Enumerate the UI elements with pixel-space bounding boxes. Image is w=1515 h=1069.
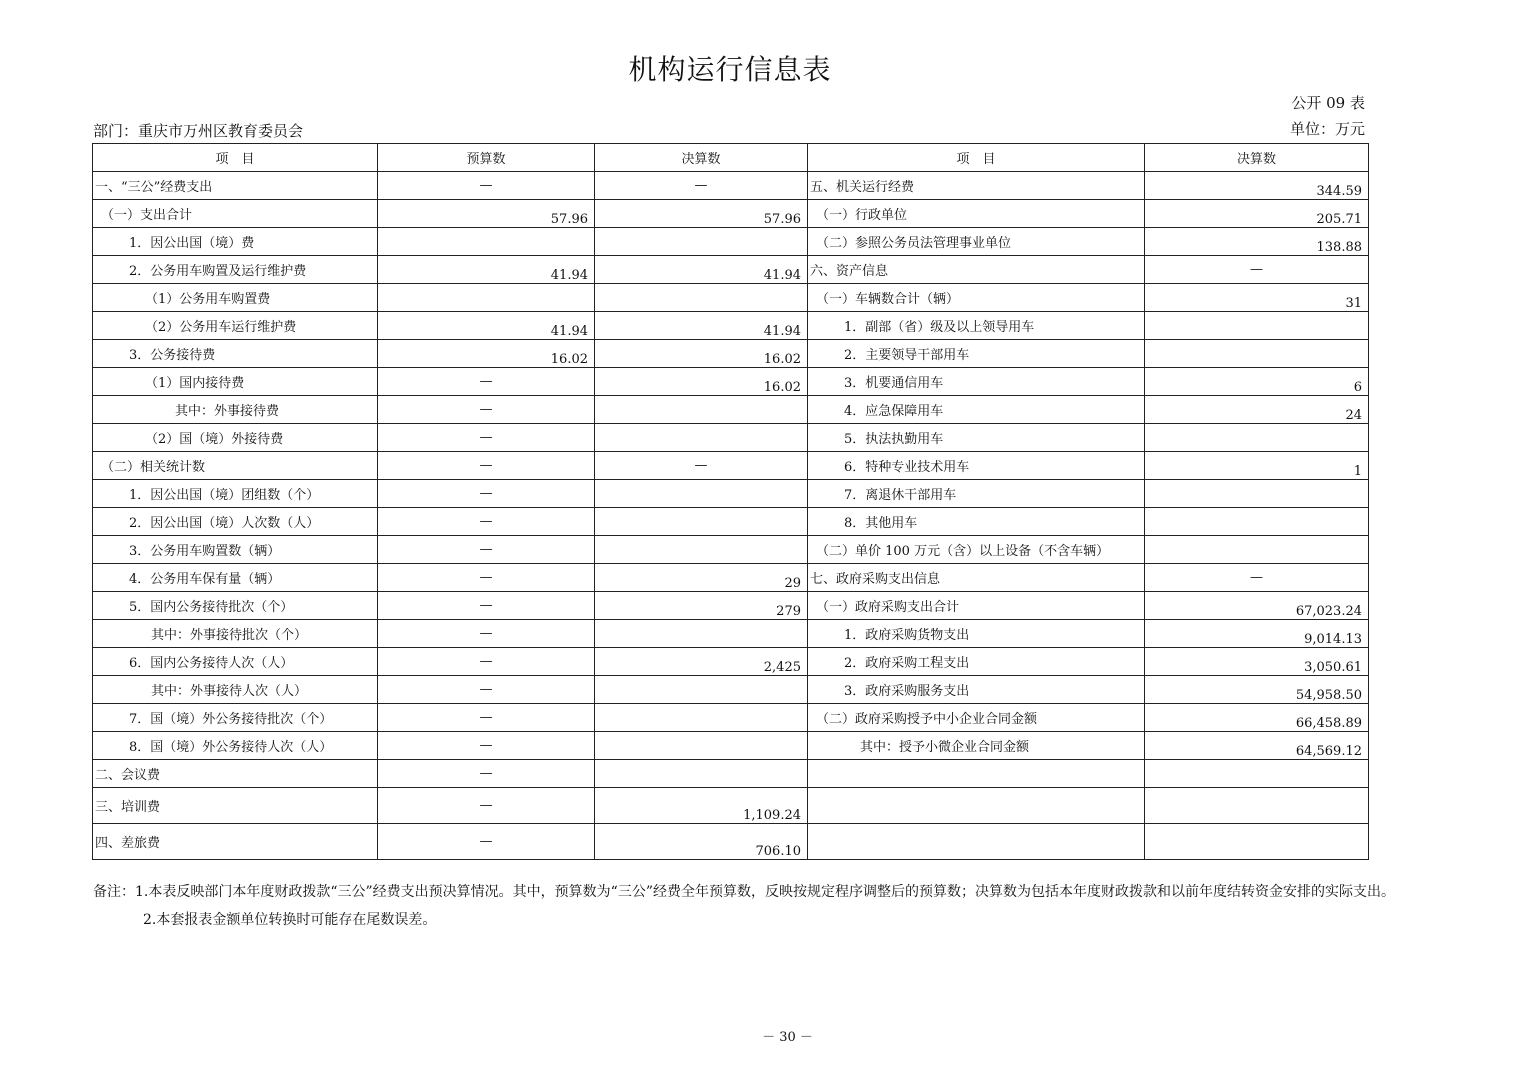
row-final-left: 279 — [595, 592, 808, 620]
table-row — [93, 648, 1369, 676]
row-item-left: 7．国（境）外公务接待批次（个） — [93, 704, 378, 732]
row-item-right: 4．应急保障用车 — [808, 396, 1145, 424]
row-item-right: （二）政府采购授予中小企业合同金额 — [808, 704, 1145, 732]
row-final-left — [595, 732, 808, 760]
row-budget: — — [378, 368, 595, 396]
row-final-right: 138.88 — [1145, 228, 1369, 256]
table-row — [93, 284, 1369, 312]
table-code: 公开 09 表 — [1291, 94, 1365, 112]
table-row — [93, 760, 1369, 788]
table-row — [93, 620, 1369, 648]
row-item-right: 7．离退休干部用车 — [808, 480, 1145, 508]
row-budget: — — [378, 172, 595, 200]
row-final-left: 16.02 — [595, 340, 808, 368]
row-final-left: 41.94 — [595, 312, 808, 340]
row-final-left — [595, 536, 808, 564]
row-item-left: （2）国（境）外接待费 — [93, 424, 378, 452]
row-item-left: 1．因公出国（境）费 — [93, 228, 378, 256]
table-row — [93, 732, 1369, 760]
page-title: 机构运行信息表 — [628, 53, 832, 86]
row-item-left: 1．因公出国（境）团组数（个） — [93, 480, 378, 508]
row-item-right: 2．政府采购工程支出 — [808, 648, 1145, 676]
department-label: 部门：重庆市万州区教育委员会 — [93, 122, 304, 140]
row-item-left: （一）支出合计 — [93, 200, 378, 228]
row-final-left: — — [595, 172, 808, 200]
row-final-right: 3,050.61 — [1145, 648, 1369, 676]
row-final-left: 706.10 — [595, 824, 808, 860]
row-item-left: （2）公务用车运行维护费 — [93, 312, 378, 340]
row-final-right: 205.71 — [1145, 200, 1369, 228]
row-final-right — [1145, 536, 1369, 564]
row-final-right: 6 — [1145, 368, 1369, 396]
row-item-right: （二）单价 100 万元（含）以上设备（不含车辆） — [808, 536, 1145, 564]
row-item-left: （1）公务用车购置费 — [93, 284, 378, 312]
row-final-left: — — [595, 452, 808, 480]
note-2: 2.本套报表金额单位转换时可能存在尾数误差。 — [143, 912, 437, 928]
row-final-left — [595, 508, 808, 536]
row-item-left: 3．公务用车购置数（辆） — [93, 536, 378, 564]
row-budget: 41.94 — [378, 312, 595, 340]
row-budget: — — [378, 564, 595, 592]
row-final-left — [595, 396, 808, 424]
row-final-right: 9,014.13 — [1145, 620, 1369, 648]
row-budget: — — [378, 788, 595, 824]
row-final-right — [1145, 480, 1369, 508]
row-budget: — — [378, 648, 595, 676]
row-item-right — [808, 760, 1145, 788]
row-budget: — — [378, 824, 595, 860]
row-item-left: 6．国内公务接待人次（人） — [93, 648, 378, 676]
row-final-right — [1145, 760, 1369, 788]
row-item-left: 一、“三公”经费支出 — [93, 172, 378, 200]
row-budget: — — [378, 452, 595, 480]
page-number: － 30 － — [762, 1030, 813, 1045]
table-row — [93, 312, 1369, 340]
table-row — [93, 452, 1369, 480]
row-final-right — [1145, 424, 1369, 452]
row-budget: — — [378, 424, 595, 452]
row-item-left: 三、培训费 — [93, 788, 378, 824]
row-item-right: 3．政府采购服务支出 — [808, 676, 1145, 704]
row-budget: — — [378, 536, 595, 564]
row-final-left — [595, 676, 808, 704]
table-row — [93, 564, 1369, 592]
row-final-left: 2,425 — [595, 648, 808, 676]
row-item-left: 其中：外事接待费 — [93, 396, 378, 424]
row-item-right: （一）车辆数合计（辆） — [808, 284, 1145, 312]
row-item-left: 8．国（境）外公务接待人次（人） — [93, 732, 378, 760]
row-budget: — — [378, 508, 595, 536]
table-row — [93, 228, 1369, 256]
row-budget: — — [378, 592, 595, 620]
header-item-right: 项 目 — [808, 144, 1145, 172]
notes — [93, 878, 1478, 934]
row-budget: — — [378, 676, 595, 704]
row-final-right — [1145, 824, 1369, 860]
row-final-right — [1145, 788, 1369, 824]
table-row — [93, 200, 1369, 228]
row-budget: 57.96 — [378, 200, 595, 228]
row-budget — [378, 284, 595, 312]
row-final-right: — — [1145, 564, 1369, 592]
row-item-left: 5．国内公务接待批次（个） — [93, 592, 378, 620]
row-final-right: 67,023.24 — [1145, 592, 1369, 620]
row-item-right: 五、机关运行经费 — [808, 172, 1145, 200]
row-final-left — [595, 424, 808, 452]
header-final-left: 决算数 — [595, 144, 808, 172]
info-table — [92, 143, 1369, 860]
row-item-left: 2．因公出国（境）人次数（人） — [93, 508, 378, 536]
row-final-right — [1145, 340, 1369, 368]
row-item-left: 其中：外事接待批次（个） — [93, 620, 378, 648]
row-budget: — — [378, 760, 595, 788]
row-item-right: 1．副部（省）级及以上领导用车 — [808, 312, 1145, 340]
row-final-right: 64,569.12 — [1145, 732, 1369, 760]
header-item-left: 项 目 — [93, 144, 378, 172]
row-item-left: （1）国内接待费 — [93, 368, 378, 396]
row-item-right: 5．执法执勤用车 — [808, 424, 1145, 452]
row-final-left: 1,109.24 — [595, 788, 808, 824]
row-item-right: 六、资产信息 — [808, 256, 1145, 284]
row-item-left: 4．公务用车保有量（辆） — [93, 564, 378, 592]
table-row — [93, 340, 1369, 368]
row-final-right: 66,458.89 — [1145, 704, 1369, 732]
note-1: 备注：1.本表反映部门本年度财政拨款“三公”经费支出预决算情况。其中，预算数为“三公”经费全年预算数，反映按规定程序调整后的预算数；决算数为包括本年度财政拨款和以前年度结转资金安排的实际支出。 — [93, 884, 1395, 900]
table-row — [93, 424, 1369, 452]
table-row — [93, 368, 1369, 396]
row-final-right — [1145, 508, 1369, 536]
row-budget: 16.02 — [378, 340, 595, 368]
row-item-right: （一）行政单位 — [808, 200, 1145, 228]
row-final-left — [595, 704, 808, 732]
row-budget: 41.94 — [378, 256, 595, 284]
row-final-left — [595, 760, 808, 788]
row-budget: — — [378, 480, 595, 508]
table-row — [93, 536, 1369, 564]
row-item-left: 其中：外事接待人次（人） — [93, 676, 378, 704]
row-item-right: 8．其他用车 — [808, 508, 1145, 536]
row-final-right: 1 — [1145, 452, 1369, 480]
row-item-left: （二）相关统计数 — [93, 452, 378, 480]
table-body — [93, 172, 1369, 860]
header-final-right: 决算数 — [1145, 144, 1369, 172]
row-final-right: — — [1145, 256, 1369, 284]
row-final-left — [595, 620, 808, 648]
row-item-right: 1．政府采购货物支出 — [808, 620, 1145, 648]
row-budget: — — [378, 704, 595, 732]
row-item-right — [808, 824, 1145, 860]
row-item-right: 3．机要通信用车 — [808, 368, 1145, 396]
table-row — [93, 788, 1369, 824]
table-row — [93, 508, 1369, 536]
table-row — [93, 172, 1369, 200]
table-row — [93, 824, 1369, 860]
table-row — [93, 256, 1369, 284]
row-item-left: 3．公务接待费 — [93, 340, 378, 368]
row-final-left: 57.96 — [595, 200, 808, 228]
row-item-right: 其中：授予小微企业合同金额 — [808, 732, 1145, 760]
row-item-left: 2．公务用车购置及运行维护费 — [93, 256, 378, 284]
row-final-left: 41.94 — [595, 256, 808, 284]
row-budget: — — [378, 396, 595, 424]
table-row — [93, 396, 1369, 424]
table-row — [93, 480, 1369, 508]
row-item-right: 2．主要领导干部用车 — [808, 340, 1145, 368]
row-item-left: 二、会议费 — [93, 760, 378, 788]
row-item-right — [808, 788, 1145, 824]
row-final-right: 31 — [1145, 284, 1369, 312]
row-item-right: （二）参照公务员法管理事业单位 — [808, 228, 1145, 256]
row-item-left: 四、差旅费 — [93, 824, 378, 860]
row-final-left — [595, 228, 808, 256]
table-header-row — [93, 144, 1369, 172]
row-budget — [378, 228, 595, 256]
row-budget: — — [378, 620, 595, 648]
row-final-left — [595, 284, 808, 312]
row-item-right: 6．特种专业技术用车 — [808, 452, 1145, 480]
unit-label: 单位：万元 — [1289, 120, 1365, 138]
row-final-right: 54,958.50 — [1145, 676, 1369, 704]
row-budget: — — [378, 732, 595, 760]
row-item-right: 七、政府采购支出信息 — [808, 564, 1145, 592]
row-item-right: （一）政府采购支出合计 — [808, 592, 1145, 620]
table-row — [93, 592, 1369, 620]
row-final-right — [1145, 312, 1369, 340]
table-row — [93, 676, 1369, 704]
header-budget: 预算数 — [378, 144, 595, 172]
row-final-left — [595, 480, 808, 508]
row-final-right: 344.59 — [1145, 172, 1369, 200]
row-final-left: 16.02 — [595, 368, 808, 396]
row-final-right: 24 — [1145, 396, 1369, 424]
table-row — [93, 704, 1369, 732]
row-final-left: 29 — [595, 564, 808, 592]
